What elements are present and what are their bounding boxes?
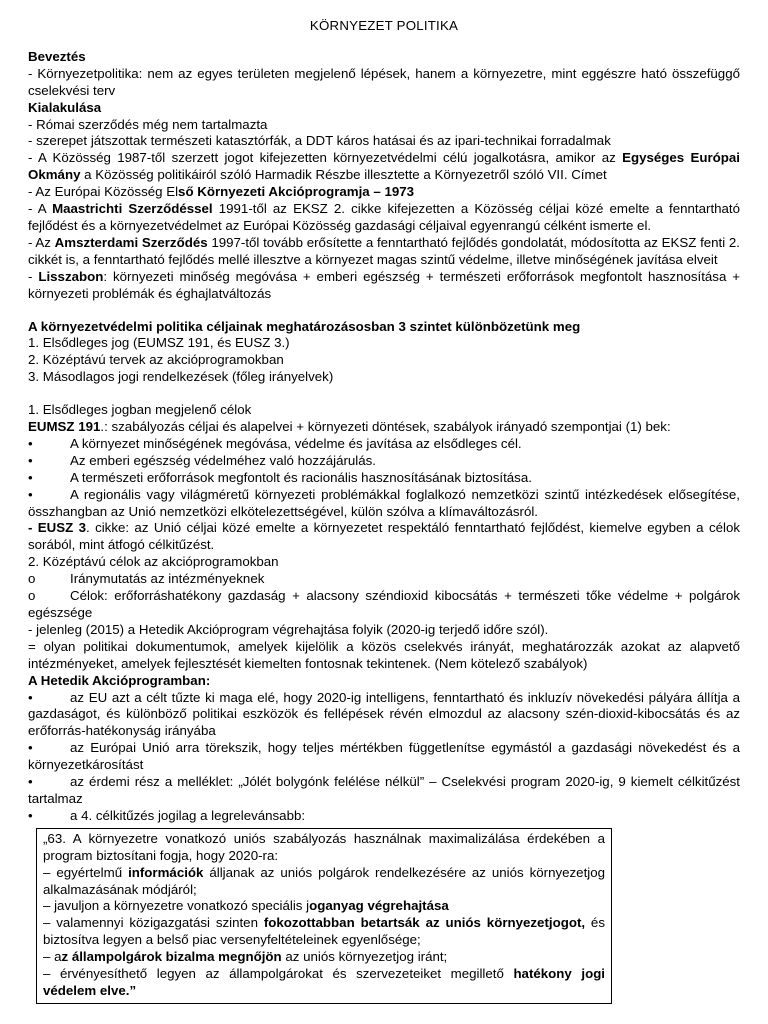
list-item: • az Európai Unió arra törekszik, hogy teljes mértékben függetlenítse egymástól a gazdasági növekedést és a környezetkárosítást — [28, 740, 740, 773]
list-item: o Iránymutatás az intézményeknek — [28, 571, 265, 587]
document-title: KÖRNYEZET POLITIKA — [309, 18, 459, 33]
origin-line-2: - szerepet játszottak természeti katasztórfák, a DDT káros hatásai és az ipari-technikai forradalmak — [28, 133, 611, 149]
midterm-line-1: - jelenleg (2015) a Hetedik Akcióprogram végrehajtása folyik (2020-ig terjedő időre szól). — [28, 621, 549, 637]
intro-text: - Környezetpolitika: nem az egyes területen megjelenő lépések, hanem a környezetre, mint eggészre ható összefüggő cselekvési terv — [28, 65, 740, 98]
bullet-icon: • — [28, 689, 33, 705]
seventh-heading: A Hetedik Akcióprogramban: — [28, 672, 211, 688]
bullet-icon: • — [28, 807, 33, 823]
quote-intro: „63. A környezetre vonatkozó uniós szabályozás használnak maximalizálása érdekében a program biztosítani fogja, hogy 2020-ra: — [43, 830, 605, 863]
eumsz-191-line: EUMSZ 191.: szabályozás céljai és alapelvei + környezeti döntések, szabályok irányadó szempontjai (1) bek: — [28, 419, 671, 435]
origin-line-1: - Római szerződés még nem tartalmazta — [28, 116, 268, 132]
midterm-heading: 2. Középtávú célok az akcióprogramokban — [28, 554, 279, 570]
primary-heading: 1. Elsődleges jogban megjelenő célok — [28, 402, 252, 418]
levels-item: 1. Elsődleges jog (EUMSZ 191, és EUSZ 3.) — [28, 335, 290, 351]
origin-line-7: - Lisszabon: környezeti minőség megóvása + emberi egészség + természeti erőforrások megfontolt hasznosítása + környezeti problémák és éghajlatváltozás — [28, 268, 741, 301]
levels-heading: A környezetvédelmi politika céljainak meghatározásosban 3 szintet különbözetünk meg — [28, 318, 581, 334]
origin-line-4: - Az Európai Közösség Első Környezeti Akcióprogramja – 1973 — [28, 184, 415, 200]
bullet-icon: • — [28, 469, 33, 485]
circle-bullet-icon: o — [28, 588, 36, 604]
bullet-icon: • — [28, 452, 33, 468]
bullet-icon: • — [28, 486, 33, 502]
quote-box — [36, 828, 612, 1004]
quote-line: – egyértelmű információk álljanak az uniós polgárok rendelkezésére az uniós környezetjog alkalmazásának módjáról; — [43, 864, 606, 897]
quote-line: – valamennyi közigazgatási szinten fokozottabban betartsák az uniós környezetjogot, és biztosítva legyen a belső piac versenyfeltételeinek egyenlősége; — [43, 915, 605, 948]
list-item: • Az emberi egészség védelméhez való hozzájárulás. — [28, 452, 376, 468]
list-item: • a 4. célkitűzés jogilag a legrelevánsabb: — [28, 807, 306, 823]
bullet-icon: • — [28, 740, 33, 756]
origin-heading: Kialakulása — [28, 99, 102, 115]
list-item: • az érdemi rész a melléklet: „Jólét bolygónk felélése nélkül” – Cselekvési program 2020-ig, 9 kiemelt célkitűzést tartalmaz — [28, 774, 740, 806]
intro-heading: Beveztés — [28, 48, 86, 64]
origin-line-3: - A Közösség 1987-től szerzett jogot kifejezetten környezetvédelmi célú jogalkotásra, amikor az Egységes Európai Okmány a Közösség politikáiról szóló Harmadik Részbe illesztette a Környezetről szóló VII. Címet — [28, 150, 740, 183]
list-item: • az EU azt a célt tűzte ki maga elé, hogy 2020-ig intelligens, fenntartható és inkluzív növekedési pályára állítja a gazdaságot, és különböző politikai eszközök és fellépések révén elmozdul az alacsony szén-dioxid-kibocsátás és az erőforrás-hatékonyság irányába — [28, 689, 740, 739]
quote-line: – érvényesíthető legyen az állampolgárokat és szervezeteiket megillető hatékony jogi védelem elve.” — [43, 966, 606, 998]
quote-line: – az állampolgárok bizalma megnőjön az uniós környezetjog iránt; — [43, 949, 448, 965]
bullet-icon: • — [28, 774, 33, 790]
list-item: o Célok: erőforráshatékony gazdaság + alacsony széndioxid kibocsátás + természeti tőke védelme + polgárok egészsége — [28, 588, 740, 620]
bullet-icon: • — [28, 435, 33, 451]
circle-bullet-icon: o — [28, 571, 36, 587]
eusz-3-line: - EUSZ 3. cikke: az Unió céljai közé emelte a környezetet respektáló fenntartható fejlődést, kiemelve egyben a célok sorából, mint átfogó célkitűzést. — [28, 520, 740, 553]
midterm-line-2: = olyan politikai dokumentumok, amelyek kijelölik a közös cselekvés irányát, meghatározzák azokat az alapvető intézményeket, amelyek fejlesztését kiemelten fontosnak tekintenek. (Nem kötelező szabályok) — [28, 638, 740, 671]
quote-line: – javuljon a környezetre vonatkozó speciális joganyag végrehajtása — [43, 898, 449, 914]
origin-line-6: - Az Amszterdami Szerződés 1997-től tovább erősítette a fenntartható fejlődés gondolatát, módosította az EKSZ fenti 2. cikkét is, a fenntartható fejlődés mellé illesztve a környezet magas szintű védelme, illetve minőségének javítása elveit — [28, 234, 741, 267]
list-item: • A környezet minőségének megóvása, védelme és javítása az elsődleges cél. — [28, 435, 522, 451]
origin-line-5: - A Maastrichti Szerződéssel 1991-től az EKSZ 2. cikke kifejezetten a Közösség céljai közé emelte a fenntartható fejlődést és a környezetvédelmet az Európai Közösség gazdasági céljaival egyenrangú célként ismerte el. — [28, 201, 741, 233]
list-item: • A regionális vagy világméretű környezeti problémákkal foglalkozó nemzetközi szintű intézkedések elősegítése, összhangban az Unió nemzetközi elkötelezettségével, külön szólva a klímaváltozásról. — [28, 486, 740, 519]
list-item: • A természeti erőforrások megfontolt és racionális hasznosításának biztosítása. — [28, 469, 532, 485]
levels-item: 3. Másodlagos jogi rendelkezések (főleg irányelvek) — [28, 369, 334, 385]
levels-item: 2. Középtávú tervek az akcióprogramokban — [28, 352, 284, 368]
